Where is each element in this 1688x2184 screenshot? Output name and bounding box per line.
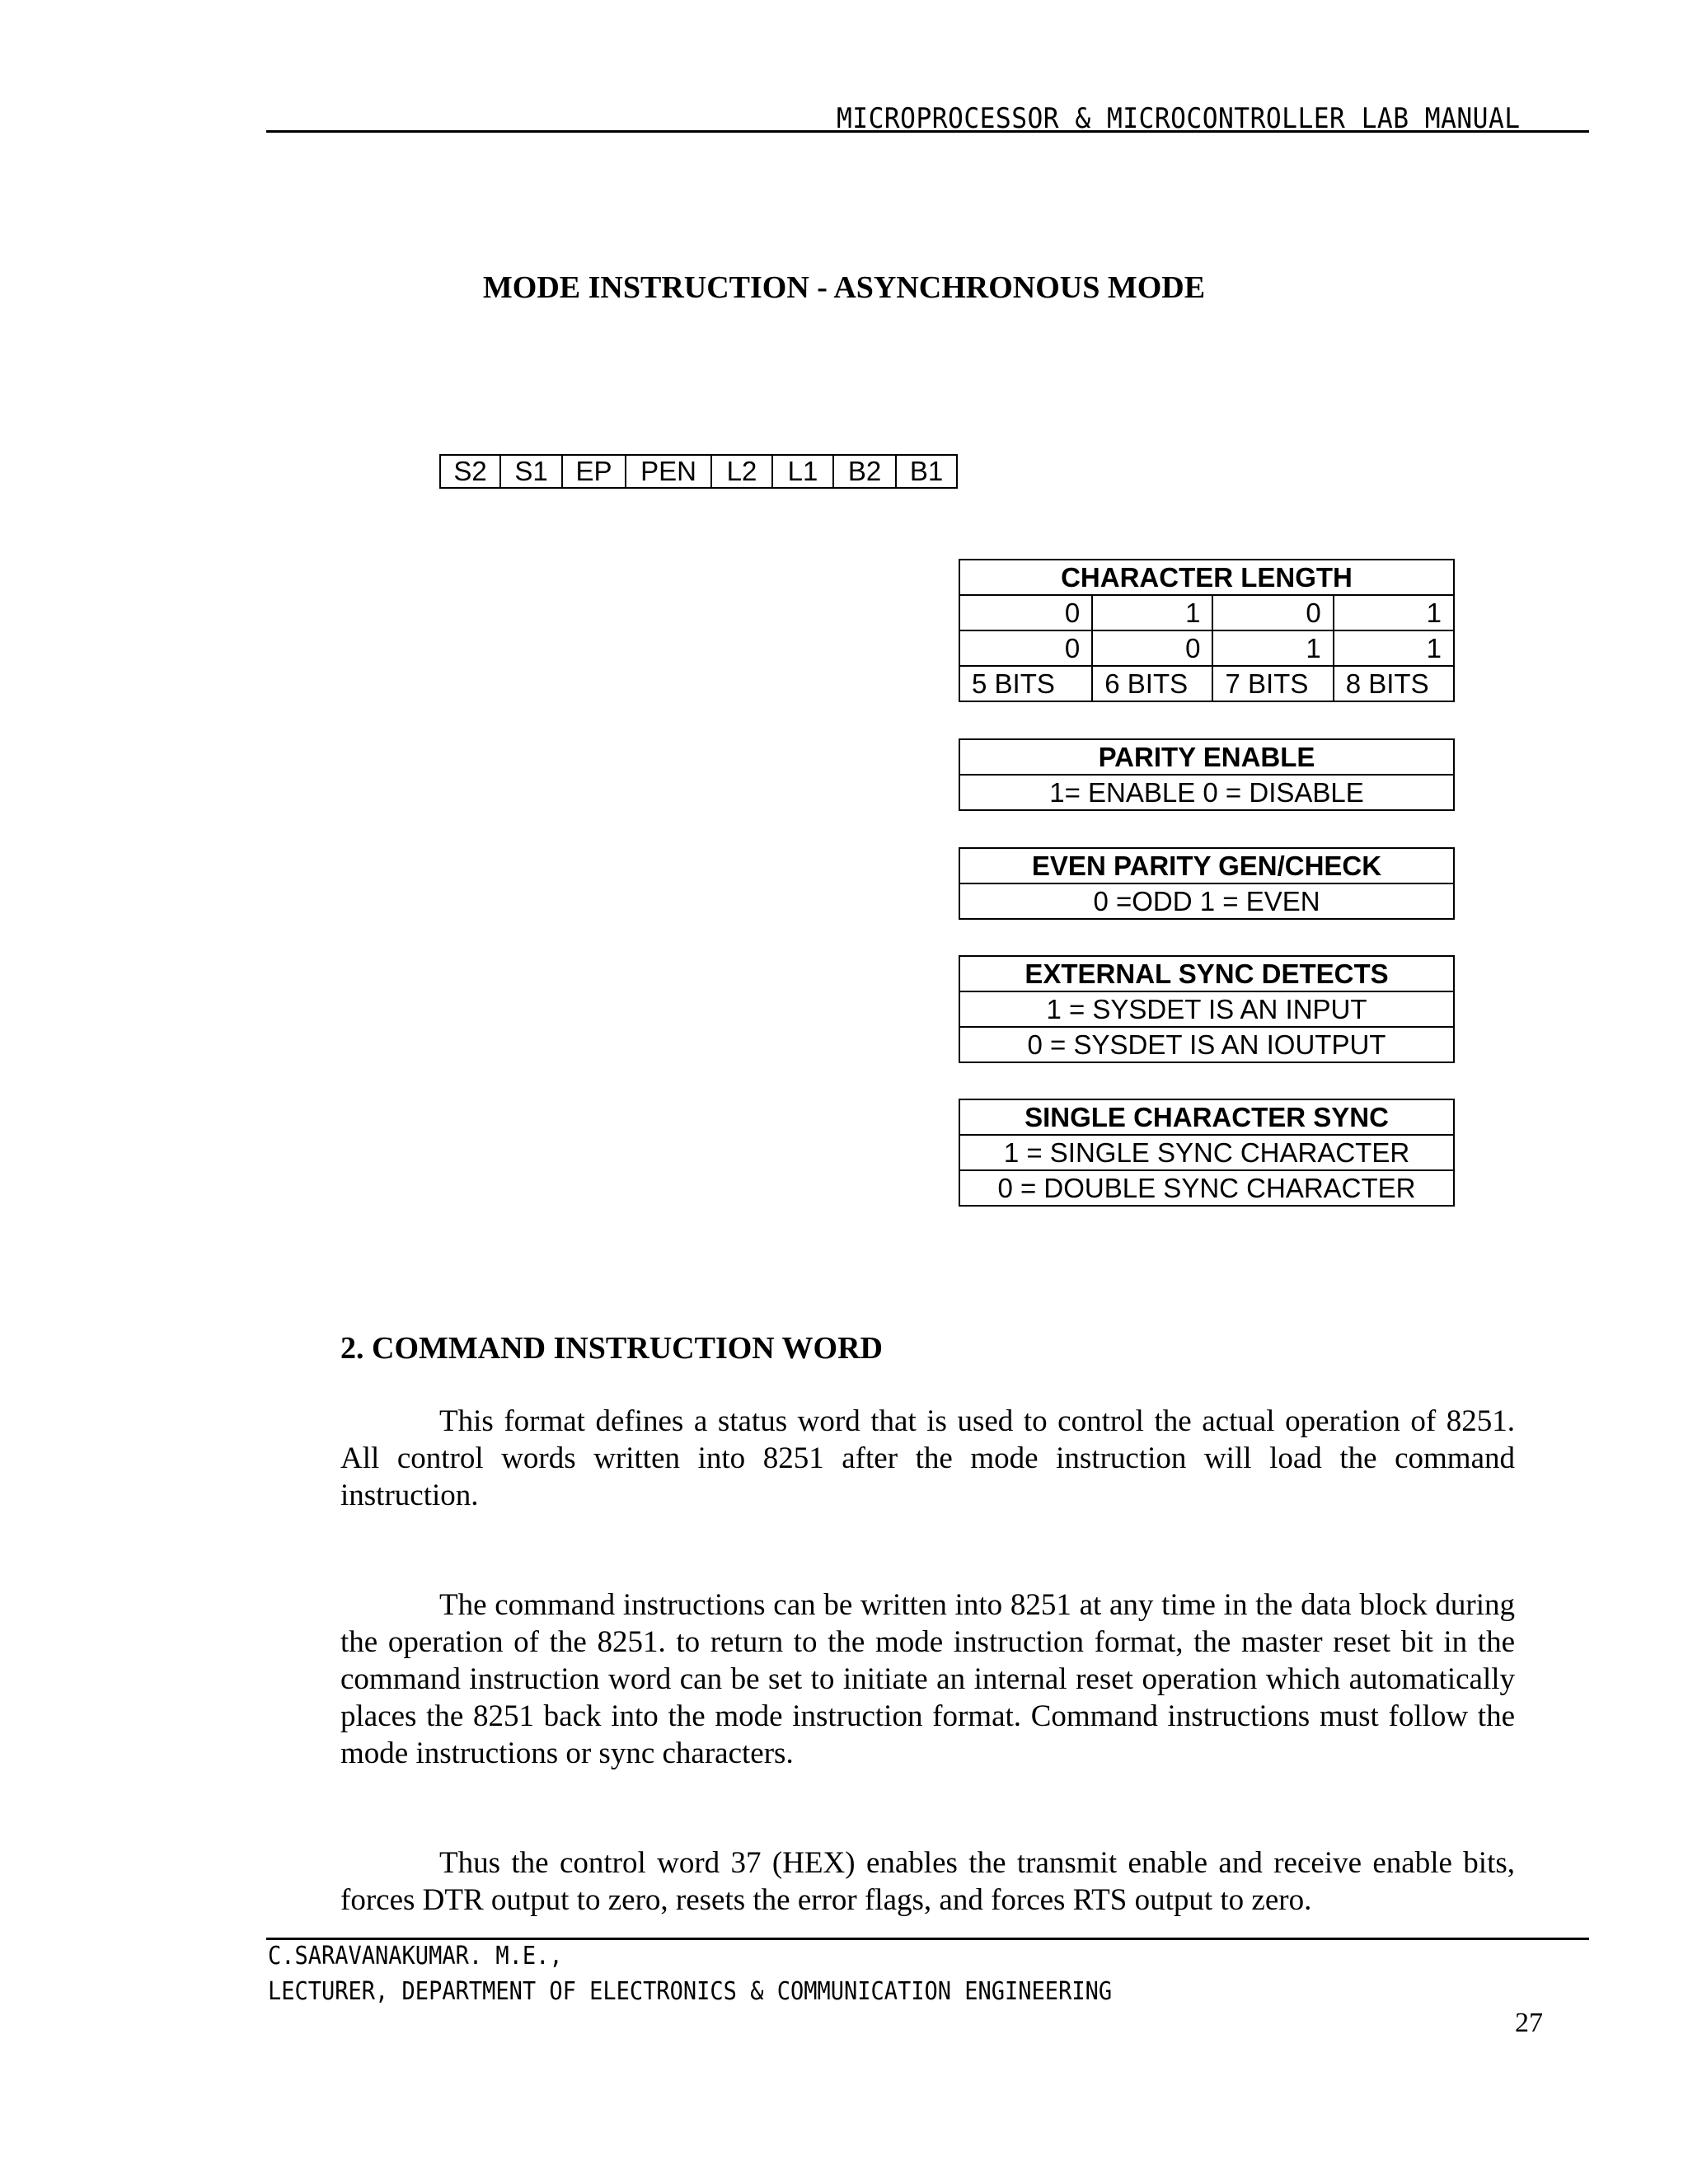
table-cell: 8 BITS xyxy=(1334,666,1454,701)
section-title: MODE INSTRUCTION - ASYNCHRONOUS MODE xyxy=(482,270,1206,305)
bit-cell: PEN xyxy=(626,455,711,488)
table-row xyxy=(959,595,1454,630)
running-header: MICROPROCESSOR & MICROCONTROLLER LAB MANUAL xyxy=(837,102,1521,135)
table-cell: 0 = DOUBLE SYNC CHARACTER xyxy=(959,1170,1454,1206)
page-number: 27 xyxy=(1515,2008,1543,2038)
table-cell: 1 = SINGLE SYNC CHARACTER xyxy=(959,1135,1454,1170)
table-heading: EXTERNAL SYNC DETECTS xyxy=(959,956,1454,991)
table-cell: 0 xyxy=(1212,595,1333,630)
table-cell: 1 xyxy=(1212,630,1333,666)
table-cell: 5 BITS xyxy=(959,666,1092,701)
even-parity-table xyxy=(959,847,1455,920)
table-cell: 1 xyxy=(1334,595,1454,630)
paragraph: Thus the control word 37 (HEX) enables the transmit enable and receive enable bits, forces DTR output to zero, resets the error flags, and forces RTS output to zero. xyxy=(340,1846,1515,1917)
table-cell: 0 xyxy=(1092,630,1212,666)
bit-cell: S1 xyxy=(500,455,562,488)
table-cell: 0 xyxy=(959,630,1092,666)
footer-author: C.SARAVANAKUMAR. M.E., xyxy=(268,1942,563,1971)
header-rule xyxy=(266,130,1589,133)
table-cell: 1 = SYSDET IS AN INPUT xyxy=(959,991,1454,1027)
bit-cell: B2 xyxy=(833,455,896,488)
single-char-sync-table xyxy=(959,1099,1455,1207)
bit-cell: L1 xyxy=(772,455,833,488)
external-sync-table xyxy=(959,955,1455,1063)
table-cell: 0 xyxy=(959,595,1092,630)
bit-cell: EP xyxy=(562,455,626,488)
bit-cell: L2 xyxy=(711,455,772,488)
bit-cell: B1 xyxy=(896,455,957,488)
table-heading: CHARACTER LENGTH xyxy=(959,560,1454,595)
table-row xyxy=(959,666,1454,701)
parity-enable-table xyxy=(959,738,1455,811)
footer-department: LECTURER, DEPARTMENT OF ELECTRONICS & COMMUNICATION ENGINEERING xyxy=(268,1977,1113,2006)
table-cell: 1 xyxy=(1334,630,1454,666)
footer-rule xyxy=(266,1938,1589,1940)
command-heading: 2. COMMAND INSTRUCTION WORD xyxy=(340,1331,883,1366)
table-heading: EVEN PARITY GEN/CHECK xyxy=(959,848,1454,883)
table-cell: 6 BITS xyxy=(1092,666,1212,701)
table-cell: 1= ENABLE 0 = DISABLE xyxy=(959,775,1454,810)
table-cell: 1 xyxy=(1092,595,1212,630)
character-length-table xyxy=(959,559,1455,702)
table-heading: SINGLE CHARACTER SYNC xyxy=(959,1099,1454,1135)
bit-row xyxy=(440,455,957,488)
paragraph: This format defines a status word that is used to control the actual operation of 8251. All control words written into 8251 after the mode instruction will load the command instruction. xyxy=(340,1404,1515,1512)
table-cell: 0 = SYSDET IS AN IOUTPUT xyxy=(959,1027,1454,1062)
mode-bit-table xyxy=(439,454,958,489)
table-cell: 0 =ODD 1 = EVEN xyxy=(959,883,1454,919)
table-row xyxy=(959,630,1454,666)
paragraph: The command instructions can be written into 8251 at any time in the data block during the operation of the 8251. to return to the mode instruction format, the master reset bit in the command instruction word can be set to initiate an internal reset operation which automatically places the 8251 back into the mode instruction format. Command instructions must follow the mode instructions or sync characters. xyxy=(340,1588,1515,1770)
table-heading: PARITY ENABLE xyxy=(959,739,1454,775)
table-cell: 7 BITS xyxy=(1212,666,1333,701)
bit-cell: S2 xyxy=(440,455,500,488)
